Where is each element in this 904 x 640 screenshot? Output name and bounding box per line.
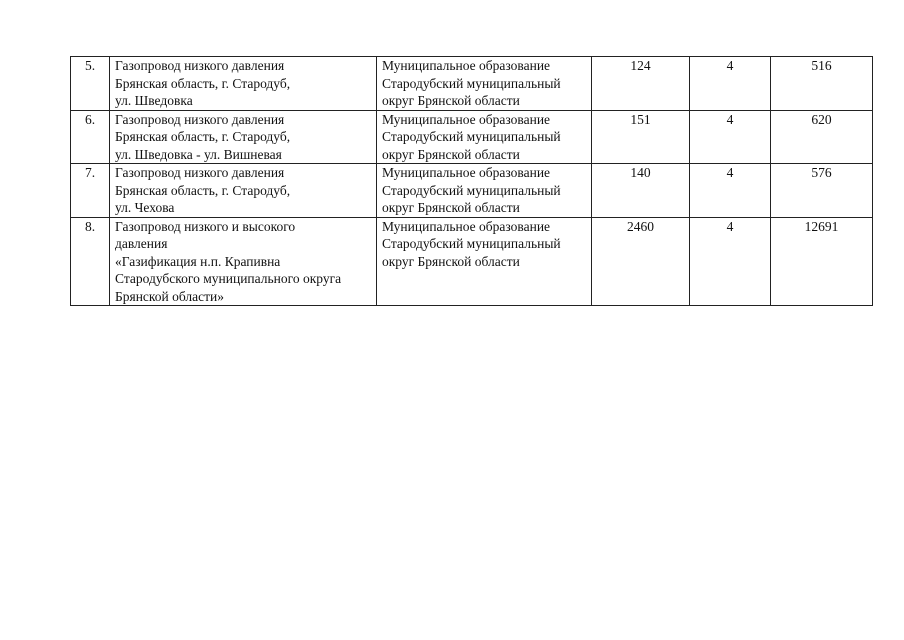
object-length: 140 (592, 164, 690, 218)
object-name: Газопровод низкого давления Брянская область, г. Стародуб, ул. Шведовка - ул. Вишневая (110, 110, 377, 164)
object-length: 2460 (592, 217, 690, 306)
object-name: Газопровод низкого давления Брянская область, г. Стародуб, ул. Шведовка (110, 57, 377, 111)
object-owner: Муниципальное образование Стародубский муниципальный округ Брянской области (377, 217, 592, 306)
gas-pipeline-table (70, 56, 873, 306)
object-value: 576 (771, 164, 873, 218)
object-category: 4 (690, 217, 771, 306)
object-value: 12691 (771, 217, 873, 306)
object-owner: Муниципальное образование Стародубский муниципальный округ Брянской области (377, 110, 592, 164)
row-number: 6. (71, 110, 110, 164)
row-number: 8. (71, 217, 110, 306)
object-owner: Муниципальное образование Стародубский муниципальный округ Брянской области (377, 57, 592, 111)
table-row (71, 217, 873, 306)
object-value: 620 (771, 110, 873, 164)
object-name: Газопровод низкого и высокого давления «Газификация н.п. Крапивна Стародубского муниципального округа Брянской области» (110, 217, 377, 306)
row-number: 7. (71, 164, 110, 218)
object-owner: Муниципальное образование Стародубский муниципальный округ Брянской области (377, 164, 592, 218)
object-category: 4 (690, 57, 771, 111)
object-category: 4 (690, 110, 771, 164)
table-row (71, 164, 873, 218)
object-name: Газопровод низкого давления Брянская область, г. Стародуб, ул. Чехова (110, 164, 377, 218)
object-value: 516 (771, 57, 873, 111)
table-row (71, 110, 873, 164)
object-length: 151 (592, 110, 690, 164)
row-number: 5. (71, 57, 110, 111)
table-row (71, 57, 873, 111)
object-category: 4 (690, 164, 771, 218)
object-length: 124 (592, 57, 690, 111)
